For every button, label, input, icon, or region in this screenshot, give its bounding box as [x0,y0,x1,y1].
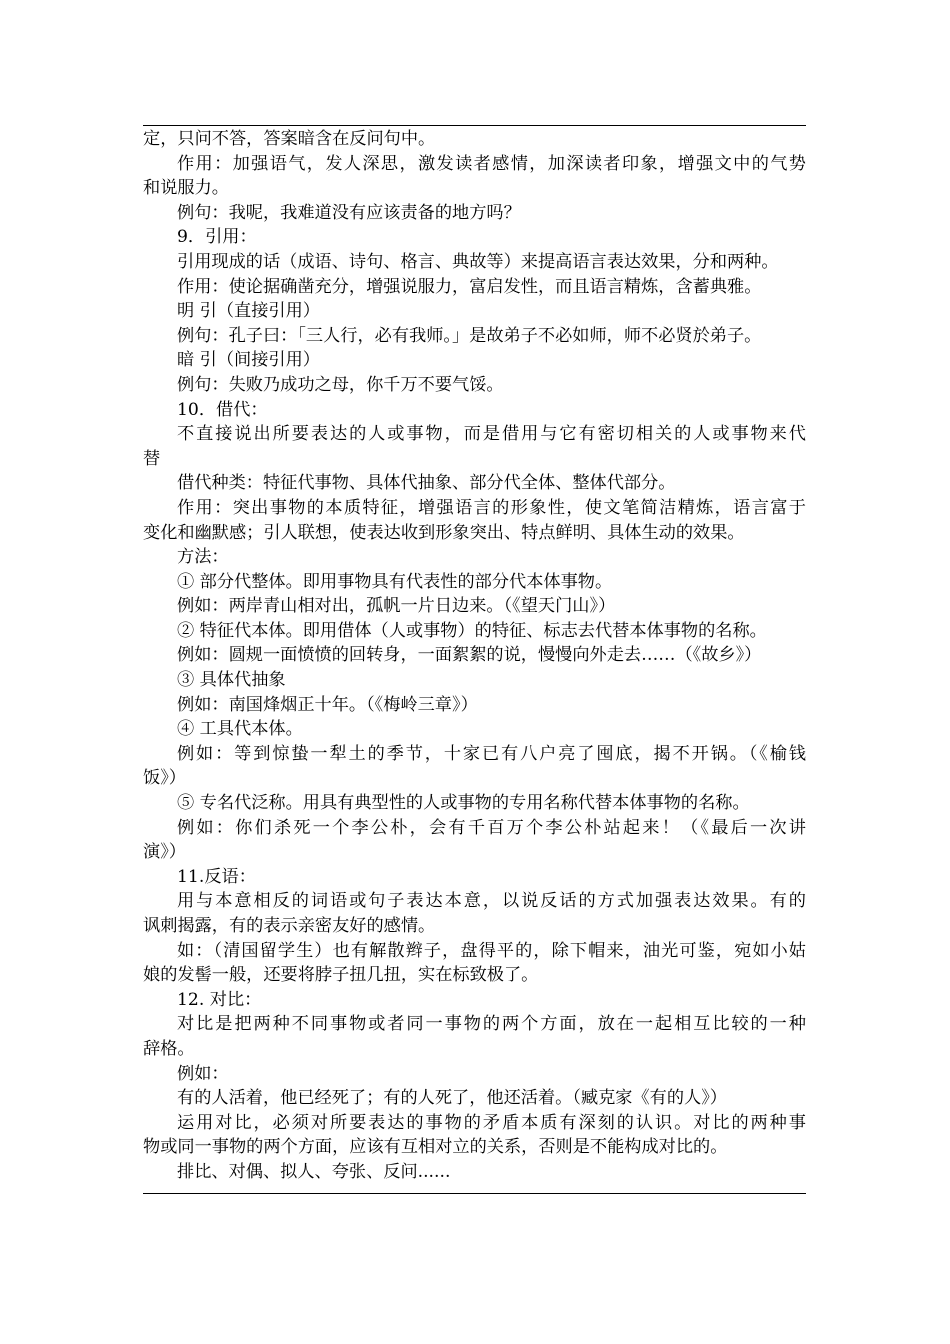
text-line: 定，只问不答，答案暗含在反问句中。 [143,129,436,149]
text-line: 方法： [177,547,229,568]
text-line: 如：（清国留学生）也有解散辫子，盘得平的，除下帽来，油光可鉴，宛如小姑 [177,940,806,961]
text-line: 例如：等到惊蛰一犁土的季节，十家已有八户亮了囤底，揭不开锅。（《榆钱 [177,743,806,764]
text-line: ⑤ 专名代泛称。用具有典型性的人或事物的专用名称代替本体事物的名称。 [177,793,750,814]
text-line: 运用对比，必须对所要表达的事物的矛盾本质有深刻的认识。对比的两种事 [177,1112,806,1133]
text-line: 作用：加强语气，发人深思，激发读者感情，加深读者印象，增强文中的气势 [177,153,806,174]
text-line: 11.反语： [177,866,256,887]
text-line: 10．借代： [177,399,268,420]
text-line: 用与本意相反的词语或句子表达本意，以说反话的方式加强表达效果。有的 [177,891,806,912]
text-line: 饭》） [143,768,186,789]
text-line: 娘的发髻一般，还要将脖子扭几扭，实在标致极了。 [143,965,539,986]
text-line: 排比、对偶、拟人、夸张、反问...... [177,1161,451,1182]
text-line: 变化和幽默感；引人联想，使表达收到形象突出、特点鲜明、具体生动的效果。 [143,522,745,543]
text-line: 暗 引（间接引用） [177,350,320,371]
text-line: 演》） [143,842,186,863]
text-line: 讽刺揭露，有的表示亲密友好的感情。 [143,916,436,936]
text-line: 9．引用： [177,227,257,248]
text-line: ② 特征代本体。即用借体（人或事物）的特征、标志去代替本体事物的名称。 [177,620,767,641]
text-line: 和说服力。 [143,178,229,199]
text-line: 例如： [177,1063,229,1084]
text-line: ① 部分代整体。即用事物具有代表性的部分代本体事物。 [177,571,613,592]
text-line: 例如：南国烽烟正十年。（《梅岭三章》） [177,694,478,715]
text-line: 对比是把两种不同事物或者同一事物的两个方面，放在一起相互比较的一种 [177,1014,806,1035]
text-line: 不直接说出所要表达的人或事物，而是借用与它有密切相关的人或事物来代 [177,424,806,445]
text-line: 辞格。 [143,1038,195,1059]
header-rule [143,125,806,126]
text-line: 例句：失败乃成功之母，你千万不要气馁。 [177,374,504,395]
text-line: 作用：突出事物的本质特征，增强语言的形象性，使文笔简洁精炼，语言富于 [177,497,806,518]
text-line: 作用：使论据确凿充分，增强说服力，富启发性，而且语言精炼，含蓄典雅。 [177,276,762,297]
text-line: 例如：你们杀死一个李公朴，会有千百万个李公朴站起来！（《最后一次讲 [177,817,806,838]
text-line: 替 [143,448,161,469]
text-line: 引用现成的话（成语、诗句、格言、典故等）来提高语言表达效果，分和两种。 [177,251,779,272]
text-line: 借代种类：特征代事物、具体代抽象、部分代全体、整体代部分。 [177,473,676,494]
text-line: 例如：圆规一面愤愤的回转身，一面絮絮的说，慢慢向外走去……（《故乡》） [177,645,762,666]
footer-rule [143,1193,806,1194]
document-body [143,127,806,1185]
text-line: 例如：两岸青山相对出，孤帆一片日边来。（《望天门山》） [177,596,616,617]
text-line: 明 引（直接引用） [177,301,320,322]
text-line: 12. 对比： [177,989,262,1010]
text-line: ④ 工具代本体。 [177,719,303,740]
text-line: 有的人活着，他已经死了；有的人死了，他还活着。（臧克家《有的人》） [177,1088,727,1109]
text-line: 物或同一事物的两个方面，应该有互相对立的关系，否则是不能构成对比的。 [143,1137,728,1158]
text-line: ③ 具体代抽象 [177,670,286,691]
text-line: 例句：我呢，我难道没有应该责备的地方吗？ [177,202,521,223]
text-line: 例句：孔子曰：「三人行，必有我师。」是故弟子不必如师，师不必贤於弟子。 [177,325,762,346]
